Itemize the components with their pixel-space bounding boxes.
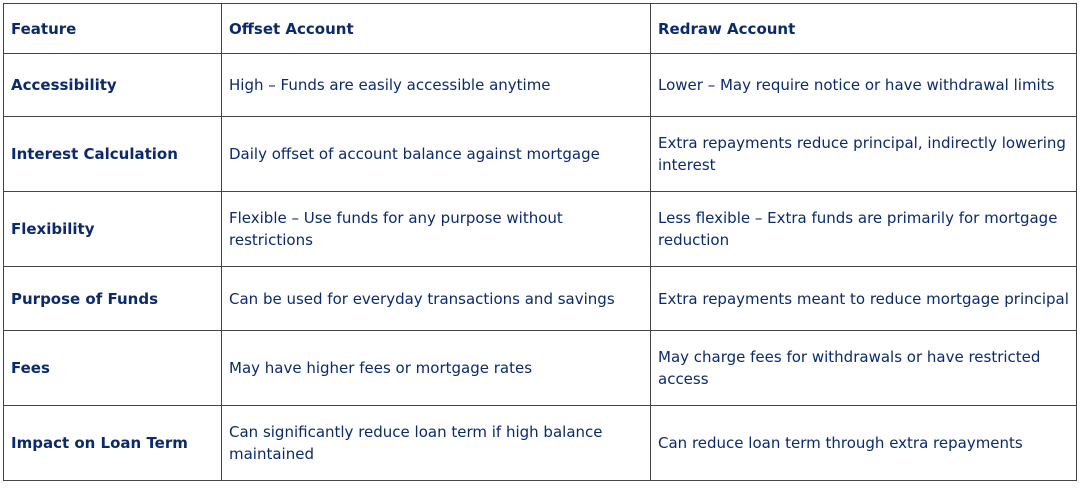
redraw-cell: May charge fees for withdrawals or have restricted access (651, 331, 1077, 406)
header-row (4, 4, 1077, 54)
redraw-cell: Extra repayments meant to reduce mortgage principal (651, 267, 1077, 331)
table-row (4, 117, 1077, 192)
offset-cell: High – Funds are easily accessible anytime (222, 54, 651, 117)
table-row (4, 54, 1077, 117)
header-feature: Feature (4, 4, 222, 54)
offset-cell: May have higher fees or mortgage rates (222, 331, 651, 406)
table-row (4, 331, 1077, 406)
redraw-cell: Extra repayments reduce principal, indirectly lowering interest (651, 117, 1077, 192)
table-row (4, 267, 1077, 331)
header-redraw-account: Redraw Account (651, 4, 1077, 54)
feature-cell: Interest Calculation (4, 117, 222, 192)
redraw-cell: Can reduce loan term through extra repayments (651, 406, 1077, 481)
feature-cell: Accessibility (4, 54, 222, 117)
table-row (4, 192, 1077, 267)
offset-cell: Can be used for everyday transactions and savings (222, 267, 651, 331)
table-row (4, 406, 1077, 481)
header-offset-account: Offset Account (222, 4, 651, 54)
feature-cell: Flexibility (4, 192, 222, 267)
redraw-cell: Less flexible – Extra funds are primarily for mortgage reduction (651, 192, 1077, 267)
feature-cell: Fees (4, 331, 222, 406)
offset-cell: Daily offset of account balance against mortgage (222, 117, 651, 192)
feature-cell: Purpose of Funds (4, 267, 222, 331)
offset-cell: Can significantly reduce loan term if high balance maintained (222, 406, 651, 481)
offset-cell: Flexible – Use funds for any purpose without restrictions (222, 192, 651, 267)
redraw-cell: Lower – May require notice or have withdrawal limits (651, 54, 1077, 117)
feature-cell: Impact on Loan Term (4, 406, 222, 481)
comparison-table (3, 3, 1077, 481)
